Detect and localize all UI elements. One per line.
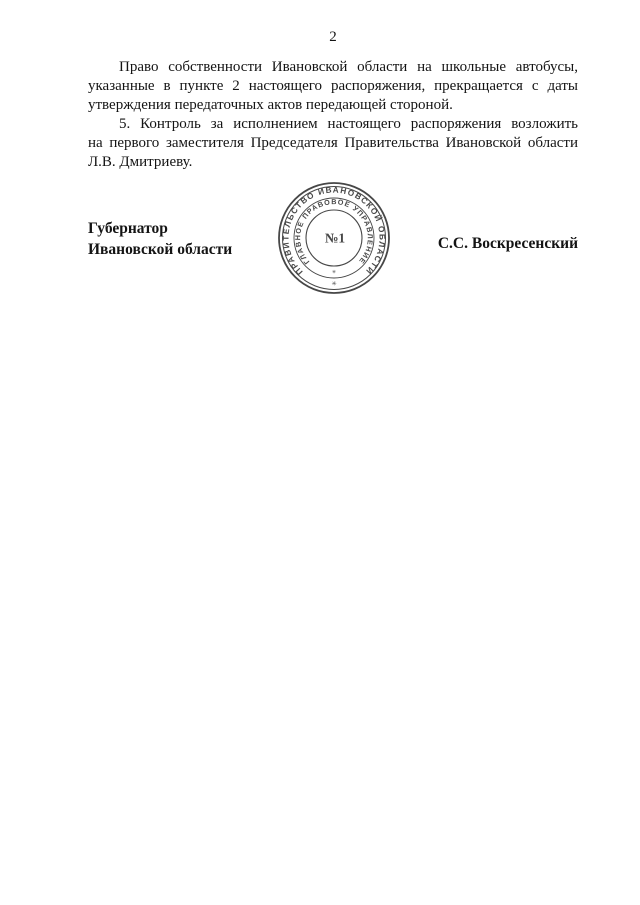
document-body	[88, 58, 578, 172]
page-number: 2	[329, 29, 337, 45]
stamp-inner-ring-text: ГЛАВНОЕ ПРАВОВОЕ УПРАВЛЕНИЕ	[293, 197, 375, 267]
paragraph2-line1: 5. Контроль за исполнением настоящего распоряжения возложить	[119, 116, 578, 132]
paragraph1-line1: Право собственности Ивановской области на школьные автобусы,	[119, 59, 578, 75]
signatory-name: С.С. Воскресенский	[437, 235, 578, 252]
signatory-title-line1: Губернатор	[88, 220, 168, 237]
official-round-stamp	[278, 182, 390, 294]
paragraph2-line3: Л.В. Дмитриеву.	[88, 154, 193, 170]
paragraph2-line2: на первого заместителя Председателя Правительства Ивановской области	[88, 135, 578, 151]
stamp-outer-separator-icon: ✳	[331, 281, 337, 288]
paragraph1-line3: утверждения передаточных актов передающей стороной.	[88, 97, 453, 113]
stamp-center-number: №1	[324, 230, 346, 246]
stamp-inner-separator-icon: ✳	[331, 269, 337, 276]
stamp-outer-ring-text: ПРАВИТЕЛЬСТВО ИВАНОВСКОЙ ОБЛАСТИ	[281, 185, 387, 277]
signatory-title-line2: Ивановской области	[88, 241, 233, 258]
paragraph1-line2: указанные в пункте 2 настоящего распоряжения, прекращается с даты	[88, 78, 578, 94]
